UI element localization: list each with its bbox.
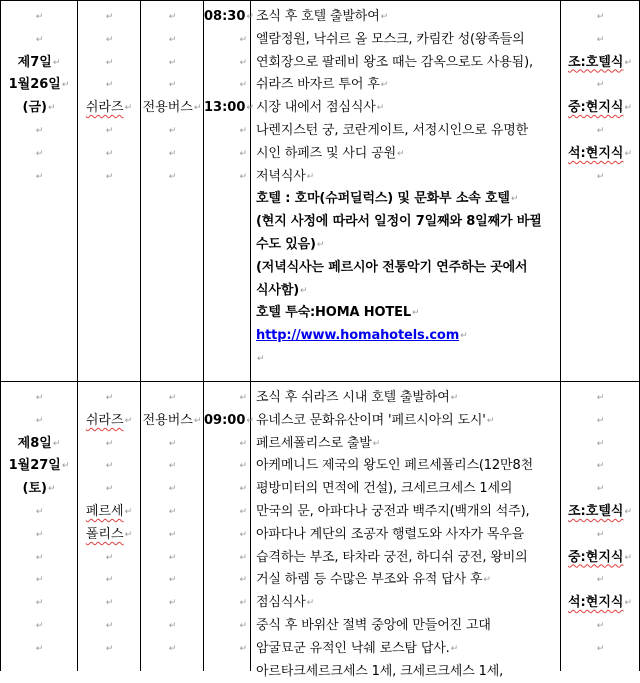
date-line: ↵ [35, 529, 44, 540]
description-line: 나렌지스턴 궁, 코란게이트, 서정시인으로 유명한 [256, 122, 529, 138]
hotel-website-link[interactable]: http://www.homahotels.com [256, 328, 460, 344]
transport-line: ↵ [168, 171, 177, 182]
description-line: 시인 하페즈 및 사디 공원↵ [256, 145, 405, 161]
description-line: 만국의 문, 아파다나 궁전과 백주지(백개의 석주), [256, 503, 530, 519]
meal-line: ↵ [596, 575, 605, 586]
city-line: ↵ [105, 575, 114, 586]
meal-line: ↵ [596, 415, 605, 426]
description-line: 조식 후 호텔 출발하여↵ [256, 9, 389, 24]
transport-line: ↵ [168, 552, 177, 563]
date-line: 제8일↵ [17, 435, 61, 451]
date-line: 1월26일↵ [8, 77, 70, 93]
row-divider [0, 381, 640, 382]
transport-line: ↵ [168, 575, 177, 586]
description-line: ↵ [257, 353, 265, 364]
city-cell [78, 6, 140, 188]
transport-line: ↵ [168, 34, 177, 45]
description-cell [256, 6, 558, 371]
description-line: 아르타크세르크세스 1세, 크세르크세스 1세, [256, 663, 504, 679]
meal-line: ↵ [596, 461, 605, 472]
description-line: 아파다나 계단의 조공자 행렬도와 사자가 목우을 [256, 526, 525, 542]
meal-line: 석:현지식↵ [568, 145, 632, 161]
city-line: 폴리스↵ [85, 526, 133, 542]
time-line: ↵ [239, 171, 247, 182]
description-cell [256, 387, 558, 683]
city-line: ↵ [105, 80, 114, 91]
meal-line: ↵ [596, 438, 605, 449]
city-line: ↵ [105, 643, 114, 654]
transport-line: ↵ [168, 125, 177, 136]
time-cell [204, 6, 254, 188]
transport-line: ↵ [168, 80, 177, 91]
date-line: (토)↵ [22, 481, 56, 497]
transport-line: ↵ [168, 484, 177, 495]
date-line: ↵ [35, 552, 44, 563]
time-line: 08:30↵ [204, 9, 254, 24]
time-line: ↵ [239, 575, 247, 586]
time-line: ↵ [239, 148, 247, 159]
date-line: ↵ [35, 575, 44, 586]
description-line: 거실 하렘 등 수많은 부조와 유적 답사 후↵ [256, 572, 491, 588]
time-line: ↵ [239, 552, 247, 563]
date-line: 1월27일↵ [8, 458, 70, 474]
transport-line: ↵ [168, 529, 177, 540]
time-line: ↵ [239, 461, 247, 472]
description-line: (저녁식사는 페르시아 전통악기 연주하는 곳에서 [256, 259, 528, 275]
table-border-top [0, 0, 640, 1]
meal-line: 중:현지식↵ [568, 100, 632, 116]
time-line: ↵ [239, 598, 247, 609]
transport-line: ↵ [168, 506, 177, 517]
date-line: (금)↵ [22, 100, 56, 116]
meal-line: ↵ [596, 12, 605, 22]
description-line: 수도 있음)↵ [256, 236, 325, 252]
hotel-link-line: http://www.homahotels.com↵ [256, 328, 468, 344]
transport-line: 전용버스↵ [142, 412, 202, 428]
description-line: 조식 후 쉬라즈 시내 호텔 출발하여↵ [256, 390, 459, 405]
date-line: ↵ [35, 598, 44, 609]
city-line: ↵ [105, 438, 114, 449]
city-line: ↵ [105, 148, 114, 159]
city-line: ↵ [105, 484, 114, 495]
meal-line: ↵ [596, 643, 605, 654]
transport-line: ↵ [168, 620, 177, 631]
date-line: ↵ [35, 620, 44, 631]
description-line: 평방미터의 면적에 건설), 크세르크세스 1세의 [256, 481, 513, 497]
meal-line: ↵ [596, 484, 605, 495]
time-line: ↵ [239, 643, 247, 654]
date-cell [1, 387, 77, 661]
transport-line: ↵ [168, 438, 177, 449]
description-line: (현지 사정에 따라서 일정이 7일째와 8일째가 바뀔 [256, 214, 542, 230]
description-line: 아케메니드 제국의 왕도인 페르세폴리스(12만8천 [256, 458, 533, 474]
city-line: 페르세↵ [85, 503, 133, 519]
time-line: ↵ [239, 438, 247, 449]
city-line: 쉬라즈↵ [85, 100, 133, 116]
time-line: 09:00↵ [204, 412, 254, 428]
description-line: 페르세폴리스로 출발↵ [256, 435, 381, 451]
transport-line: 전용버스↵ [142, 100, 202, 116]
date-cell [1, 6, 77, 188]
meal-line: 조:호텔식↵ [568, 503, 632, 519]
meal-line: ↵ [596, 393, 605, 403]
meal-line: ↵ [596, 125, 605, 136]
date-line: ↵ [35, 393, 44, 403]
meal-line: ↵ [596, 80, 605, 91]
time-line: ↵ [239, 506, 247, 517]
city-line: ↵ [105, 57, 114, 68]
transport-cell [141, 387, 203, 661]
meal-line: ↵ [596, 34, 605, 45]
time-line: ↵ [239, 125, 247, 136]
time-line: ↵ [239, 393, 247, 403]
description-line: 습격하는 부조, 타차라 궁전, 하디쉬 궁전, 왕비의 [256, 549, 528, 565]
date-line: ↵ [35, 125, 44, 136]
description-line: 시장 내에서 점심식사↵ [256, 100, 385, 116]
date-line: ↵ [35, 643, 44, 654]
date-line: ↵ [35, 415, 44, 426]
time-line: ↵ [239, 80, 247, 91]
time-line: ↵ [239, 34, 247, 45]
transport-cell [141, 6, 203, 188]
meal-cell [561, 6, 639, 188]
date-line: 제7일↵ [17, 54, 61, 70]
description-line: 호텔 투숙:HOMA HOTEL↵ [256, 305, 420, 321]
city-line: ↵ [105, 393, 114, 403]
time-line: ↵ [239, 529, 247, 540]
description-line: 쉬라즈 바자르 투어 후↵ [256, 77, 389, 93]
time-line: ↵ [239, 484, 247, 495]
meal-line: ↵ [596, 529, 605, 540]
transport-line: ↵ [168, 598, 177, 609]
transport-line: ↵ [168, 148, 177, 159]
city-line: ↵ [105, 125, 114, 136]
date-line: ↵ [35, 506, 44, 517]
time-cell [204, 387, 254, 661]
description-line: 유네스코 문화유산이며 '페르시아의 도시'↵ [256, 412, 495, 428]
transport-line: ↵ [168, 643, 177, 654]
transport-line: ↵ [168, 393, 177, 403]
city-line: ↵ [105, 461, 114, 472]
description-line: 중식 후 바위산 절벽 중앙에 만들어진 고대 [256, 617, 491, 633]
city-line: ↵ [105, 171, 114, 182]
day-row [0, 387, 640, 679]
meal-line: 석:현지식↵ [568, 595, 632, 611]
description-line: 연회장으로 팔레비 왕조 때는 감옥으로도 사용됨), [256, 54, 533, 70]
day-row [0, 6, 640, 376]
date-line: ↵ [35, 12, 44, 22]
time-line: ↵ [239, 57, 247, 68]
time-line: 13:00↵ [204, 100, 254, 116]
meal-cell [561, 387, 639, 661]
city-line: ↵ [105, 12, 114, 22]
description-line: 점심식사↵ [256, 595, 315, 611]
meal-line: ↵ [596, 620, 605, 631]
city-line: 쉬라즈↵ [85, 412, 133, 428]
description-line: 암굴묘군 유적인 낙쉐 로스탐 답사.↵ [256, 640, 459, 656]
transport-line: ↵ [168, 57, 177, 68]
meal-line: 조:호텔식↵ [568, 54, 632, 70]
city-cell [78, 387, 140, 661]
description-line: 엘람정원, 낙쉬르 올 모스크, 카림칸 성(왕족들의 [256, 31, 525, 47]
meal-line: ↵ [596, 171, 605, 182]
transport-line: ↵ [168, 461, 177, 472]
date-line: ↵ [35, 34, 44, 45]
city-line: ↵ [105, 34, 114, 45]
city-line: ↵ [105, 552, 114, 563]
city-line: ↵ [105, 598, 114, 609]
description-line: 저녁식사↵ [256, 168, 315, 184]
time-line: ↵ [239, 620, 247, 631]
meal-line: 중:현지식↵ [568, 549, 632, 565]
description-line: 식사함)↵ [256, 282, 308, 298]
description-line: 호텔 : 호마(슈퍼딜럭스) 및 문화부 소속 호텔↵ [256, 191, 519, 207]
date-line: ↵ [35, 171, 44, 182]
city-line: ↵ [105, 620, 114, 631]
date-line: ↵ [35, 148, 44, 159]
transport-line: ↵ [168, 12, 177, 22]
